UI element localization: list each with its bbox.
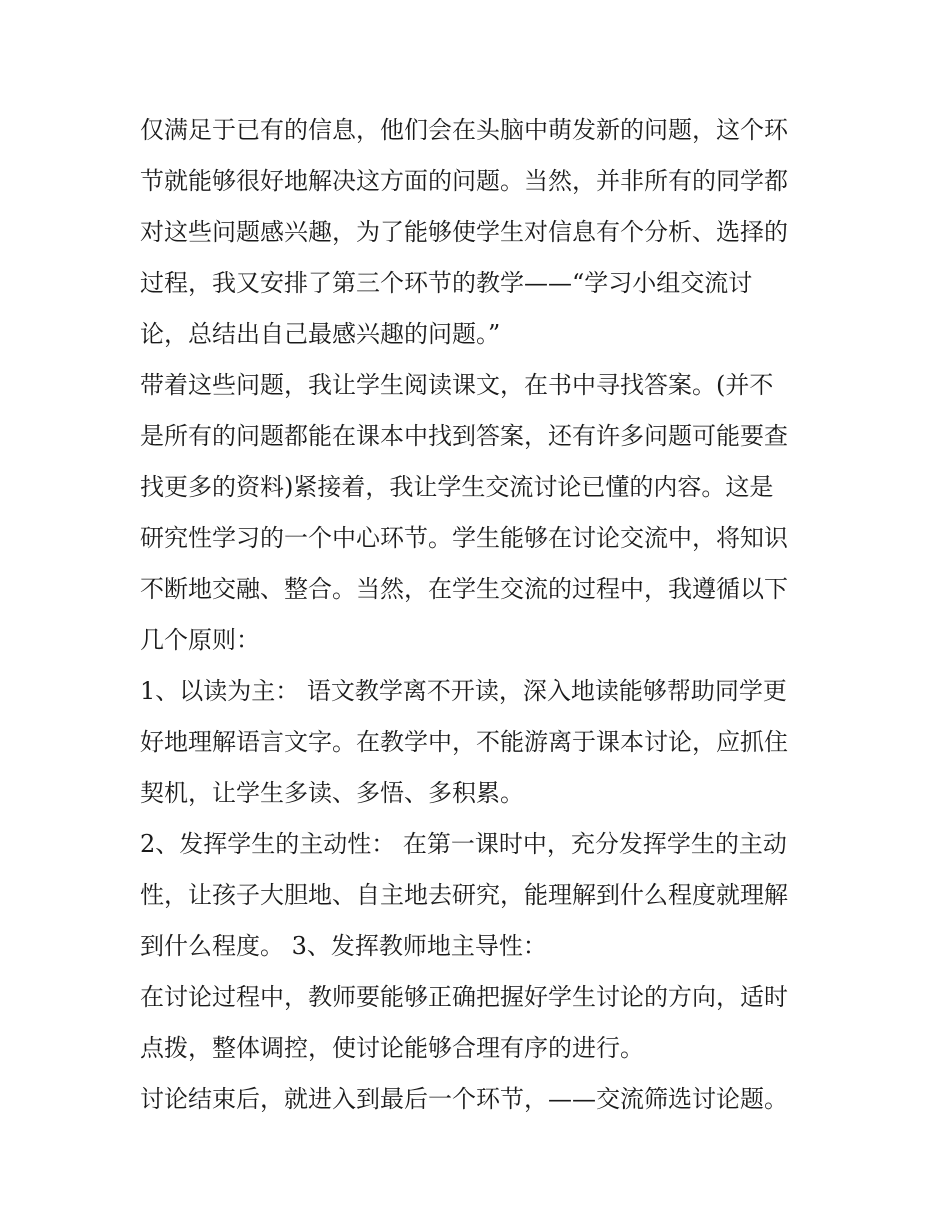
- text-line: 带着这些问题，我让学生阅读课文，在书中寻找答案。(并不: [140, 371, 774, 399]
- list-item-2: 2、发挥学生的主动性： 在第一课时中，充分发挥学生的主动: [140, 830, 787, 858]
- text-line: 不断地交融、整合。当然，在学生交流的过程中，我遵循以下: [140, 575, 788, 603]
- text-line: 点拨，整体调控，使讨论能够合理有序的进行。: [140, 1034, 644, 1062]
- text-line: 讨论结束后，就进入到最后一个环节，——交流筛选讨论题。: [140, 1085, 788, 1113]
- text-line: 对这些问题感兴趣，为了能够使学生对信息有个分析、选择的: [140, 218, 788, 246]
- text-line: 到什么程度。 3、发挥教师地主导性：: [140, 932, 547, 960]
- text-line: 研究性学习的一个中心环节。学生能够在讨论交流中，将知识: [140, 524, 788, 552]
- text-line: 节就能够很好地解决这方面的问题。当然，并非所有的同学都: [140, 167, 788, 195]
- text-line: 是所有的问题都能在课本中找到答案，还有许多问题可能要查: [140, 422, 788, 450]
- text-line: 几个原则：: [140, 626, 260, 654]
- text-line: 在讨论过程中，教师要能够正确把握好学生讨论的方向，适时: [140, 983, 788, 1011]
- text-line: 契机，让学生多读、多悟、多积累。: [140, 779, 524, 807]
- body-text: [140, 105, 830, 1125]
- list-item-1: 1、以读为主： 语文教学离不开读，深入地读能够帮助同学更: [140, 677, 787, 705]
- text-line: 论，总结出自己最感兴趣的问题。”: [140, 320, 501, 348]
- text-line: 找更多的资料)紧接着，我让学生交流讨论已懂的内容。这是: [140, 473, 774, 501]
- text-line: 性，让孩子大胆地、自主地去研究，能理解到什么程度就理解: [140, 881, 788, 909]
- text-line: 仅满足于已有的信息，他们会在头脑中萌发新的问题，这个环: [140, 116, 788, 144]
- text-line: 过程，我又安排了第三个环节的教学——“学习小组交流讨: [140, 269, 753, 297]
- text-line: 好地理解语言文字。在教学中，不能游离于课本讨论，应抓住: [140, 728, 788, 756]
